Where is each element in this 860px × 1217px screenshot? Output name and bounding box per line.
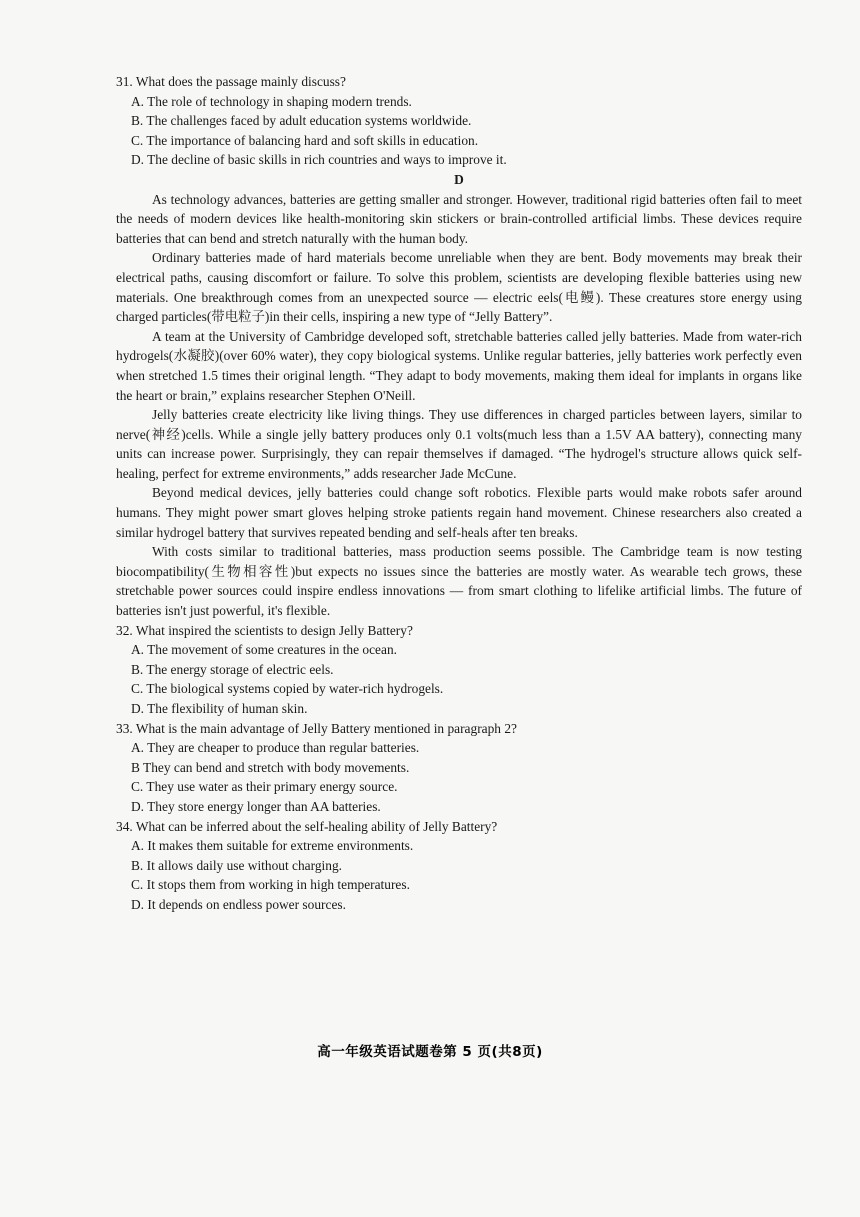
question-stem: 33. What is the main advantage of Jelly Battery mentioned in paragraph 2?: [116, 720, 517, 736]
paragraph-3: A team at the University of Cambridge developed soft, stretchable batteries called jelly batteries. Made from water-rich hydrogels(水凝胶)(over 60% water), they copy biological systems. Unlike regular batteries, jelly batteries work perfectly even when stretched 1.5 times their original length. “They adapt to body movements, making them ideal for implants in organs like the heart or brain,” explains researcher Stephen O'Neill.: [116, 328, 802, 403]
question-31: [116, 72, 802, 170]
option-d: D. The flexibility of human skin.: [131, 701, 308, 716]
question-32: [116, 621, 802, 719]
option-b: B. It allows daily use without charging.: [131, 857, 343, 873]
option-a: A. They are cheaper to produce than regular batteries.: [131, 740, 420, 756]
option-a: A. The role of technology in shaping modern trends.: [131, 93, 412, 109]
option-d: D. The decline of basic skills in rich countries and ways to improve it.: [131, 152, 507, 168]
option-b: B. The challenges faced by adult education systems worldwide.: [131, 113, 472, 129]
question-34: [116, 817, 802, 915]
question-33: [116, 719, 802, 817]
paragraph-5: Beyond medical devices, jelly batteries could change soft robotics. Flexible parts would make robots safer around humans. They might power smart gloves helping stroke patients regain hand movement. Chinese researchers also created a similar hydrogel battery that survives repeated bending and self-heals after ten breaks.: [116, 485, 802, 540]
option-c: C. The importance of balancing hard and soft skills in education.: [131, 132, 479, 148]
option-b: B They can bend and stretch with body movements.: [131, 759, 410, 775]
option-a: A. It makes them suitable for extreme environments.: [131, 838, 414, 854]
paragraph-6: With costs similar to traditional batteries, mass production seems possible. The Cambridge team is now testing biocompatibility(生物相容性)but expects no issues since the batteries are mostly water. As wearable tech grows, these stretchable power sources could inspire endless innovations — from smart clothing to lifelike artificial limbs. The future of batteries isn't just powerful, it's flexible.: [116, 544, 802, 619]
option-b: B. The energy storage of electric eels.: [131, 661, 334, 677]
option-d: D. It depends on endless power sources.: [131, 896, 346, 912]
option-a: A. The movement of some creatures in the ocean.: [131, 642, 397, 658]
option-d: D. They store energy longer than AA batteries.: [131, 798, 381, 814]
question-stem: 32. What inspired the scientists to design Jelly Battery?: [116, 622, 413, 638]
reading-passage: [116, 190, 802, 621]
paragraph-4: Jelly batteries create electricity like living things. They use differences in charged particles between layers, similar to nerve(神经)cells. While a single jelly battery produces only 0.1 volts(much less than a 1.5V AA battery), connecting many units can increase power. Surprisingly, they can repair themselves if damaged. “The hydrogel's structure allows quick self-healing, perfect for extreme environments,” adds researcher Jade McCune.: [116, 407, 802, 481]
option-c: C. It stops them from working in high temperatures.: [131, 877, 410, 893]
option-c: C. The biological systems copied by water-rich hydrogels.: [131, 681, 444, 697]
section-label: D: [454, 171, 464, 187]
page-footer: 高一年级英语试题卷第 5 页(共8页): [317, 1044, 543, 1060]
question-stem: 31. What does the passage mainly discuss?: [116, 74, 346, 89]
question-stem: 34. What can be inferred about the self-healing ability of Jelly Battery?: [116, 818, 498, 834]
paragraph-2: Ordinary batteries made of hard materials become unreliable when they are bent. Body movements may break their electrical paths, causing discomfort or failure. To solve this problem, scientists are developing flexible batteries using new materials. One breakthrough comes from an unexpected source — electric eels(电鳗). These creatures store energy using charged particles(带电粒子)in their cells, inspiring a new type of “Jelly Battery”.: [116, 250, 802, 325]
option-c: C. They use water as their primary energy source.: [131, 779, 398, 795]
paragraph-1: As technology advances, batteries are getting smaller and stronger. However, traditional rigid batteries often fail to meet the needs of modern devices like health-monitoring skin stickers or brain-controlled artificial limbs. These devices require batteries that can bend and stretch naturally with the human body.: [116, 191, 802, 246]
